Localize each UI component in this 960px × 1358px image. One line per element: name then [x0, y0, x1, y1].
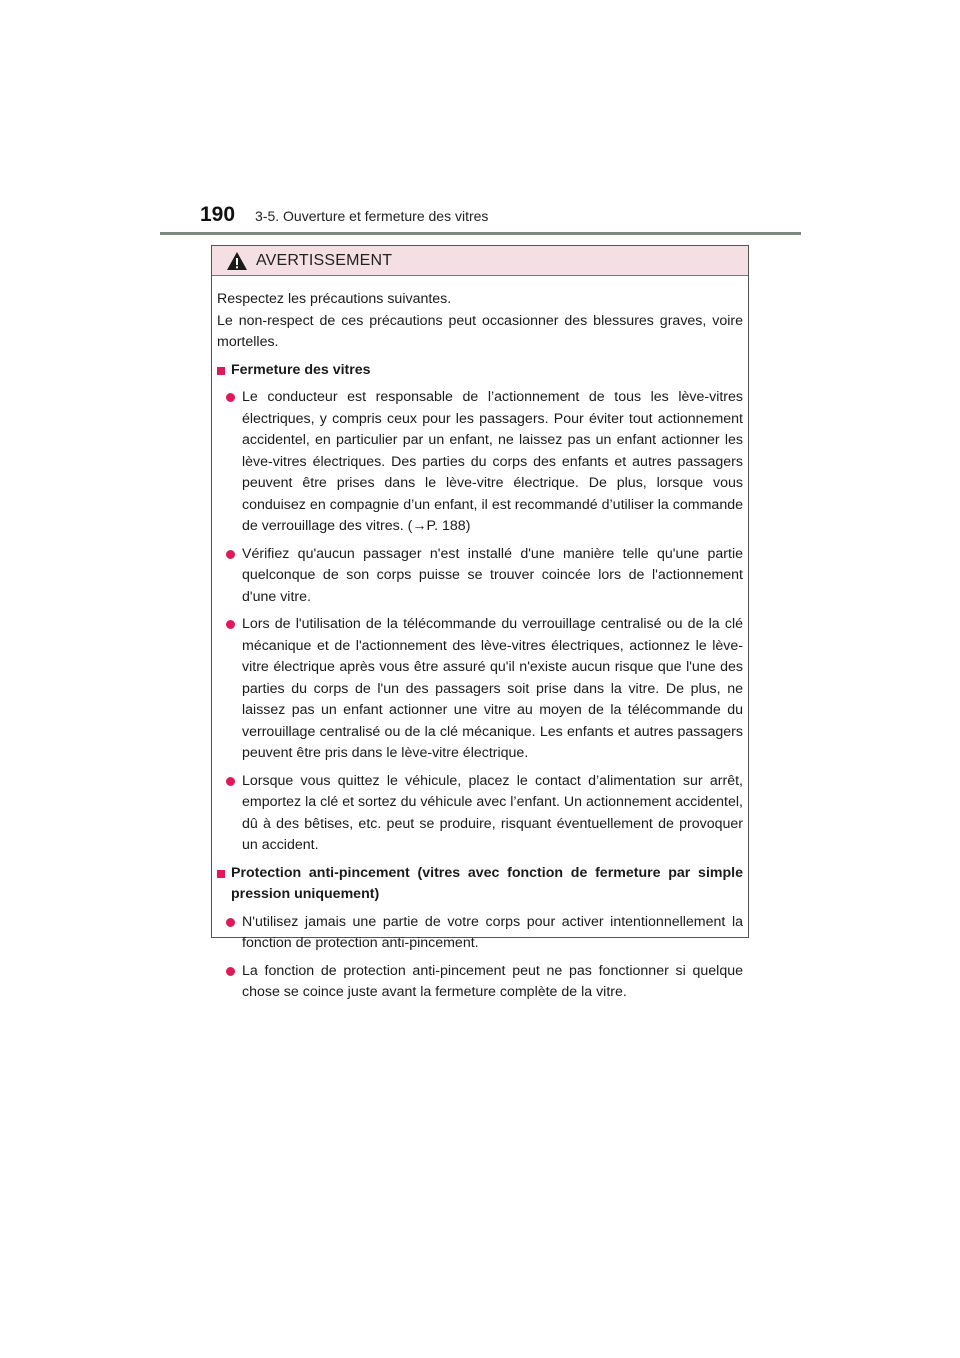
warning-title: AVERTISSEMENT [256, 251, 393, 269]
section-window-closing [217, 360, 743, 857]
circle-bullet-icon [226, 550, 235, 559]
list-item [217, 771, 743, 857]
section-heading [217, 360, 743, 382]
warning-header [212, 246, 748, 276]
page-number: 190 [200, 203, 236, 226]
circle-bullet-icon [226, 967, 235, 976]
list-item [217, 387, 743, 538]
warning-intro [217, 289, 743, 354]
intro-line: Le non-respect de ces précautions peut occasionner des blessures graves, voire mortelles. [217, 312, 743, 350]
circle-bullet-icon [226, 620, 235, 629]
section-heading [217, 863, 743, 906]
list-item-text: Lors de l'utilisation de la télécommande du verrouillage centralisé ou de la clé mécanique et de l'actionnement des lève-vitres électriques, actionnez le lève-vitre électrique après vous être assuré qu'il n'existe aucun risque que l'une des parties du corps de l'un des passagers soit prise dans la vitre. De plus, ne laissez pas un enfant actionner une vitre au moyen de la télécommande du verrouillage centralisé ou de la clé mécanique. Les enfants et autres passagers peuvent être pris dans le lève-vitre électrique. [242, 616, 743, 761]
list-item-text: Le conducteur est responsable de l’actionnement de tous les lève-vitres électriques, y compris ceux pour les passagers. Pour éviter tout actionnement accidentel, en particulier par un enfant, ne laissez pas un enfant actionner les lève-vitres électriques. Des parties du corps des enfants et autres passagers peuvent être prises dans le lève-vitre électrique. De plus, lorsque vous conduisez en compagnie d’un enfant, il est recommandé d’utiliser la commande de verrouillage des vitres. (→P. 188) [242, 389, 743, 534]
warning-body [212, 276, 748, 1004]
list-item-text: N'utilisez jamais une partie de votre corps pour activer intentionnellement la fonction de protection anti-pincement. [242, 913, 743, 951]
list-item-text: La fonction de protection anti-pincement peut ne pas fonctionner si quelque chose se coince juste avant la fermeture complète de la vitre. [242, 962, 743, 1000]
section-title: 3-5. Ouverture et fermeture des vitres [255, 208, 489, 224]
intro-line: Respectez les précautions suivantes. [217, 291, 452, 307]
warning-triangle-icon [226, 251, 248, 271]
circle-bullet-icon [226, 393, 235, 402]
list-item [217, 544, 743, 609]
square-bullet-icon [217, 367, 225, 375]
list-item [217, 614, 743, 765]
list-item [217, 912, 743, 955]
list-item-text: Vérifiez qu'aucun passager n'est installé d'une manière telle qu'une partie quelconque de son corps puisse se trouver coincée lors de l'actionnement d'une vitre. [242, 545, 743, 605]
section-anti-pinch [217, 863, 743, 1004]
square-bullet-icon [217, 870, 225, 878]
section-heading-text: Protection anti-pincement (vitres avec fonction de fermeture par simple pression uniquement) [231, 864, 743, 902]
header-rule [160, 232, 801, 235]
circle-bullet-icon [226, 918, 235, 927]
section-heading-text: Fermeture des vitres [231, 361, 371, 378]
list-item-text: Lorsque vous quittez le véhicule, placez le contact d’alimentation sur arrêt, emportez la clé et sortez du véhicule avec l’enfant. Un actionnement accidentel, dû à des bêtises, etc. peut se produire, risquant éventuellement de provoquer un accident. [242, 772, 743, 853]
list-item [217, 961, 743, 1004]
circle-bullet-icon [226, 777, 235, 786]
warning-box [211, 245, 749, 1000]
